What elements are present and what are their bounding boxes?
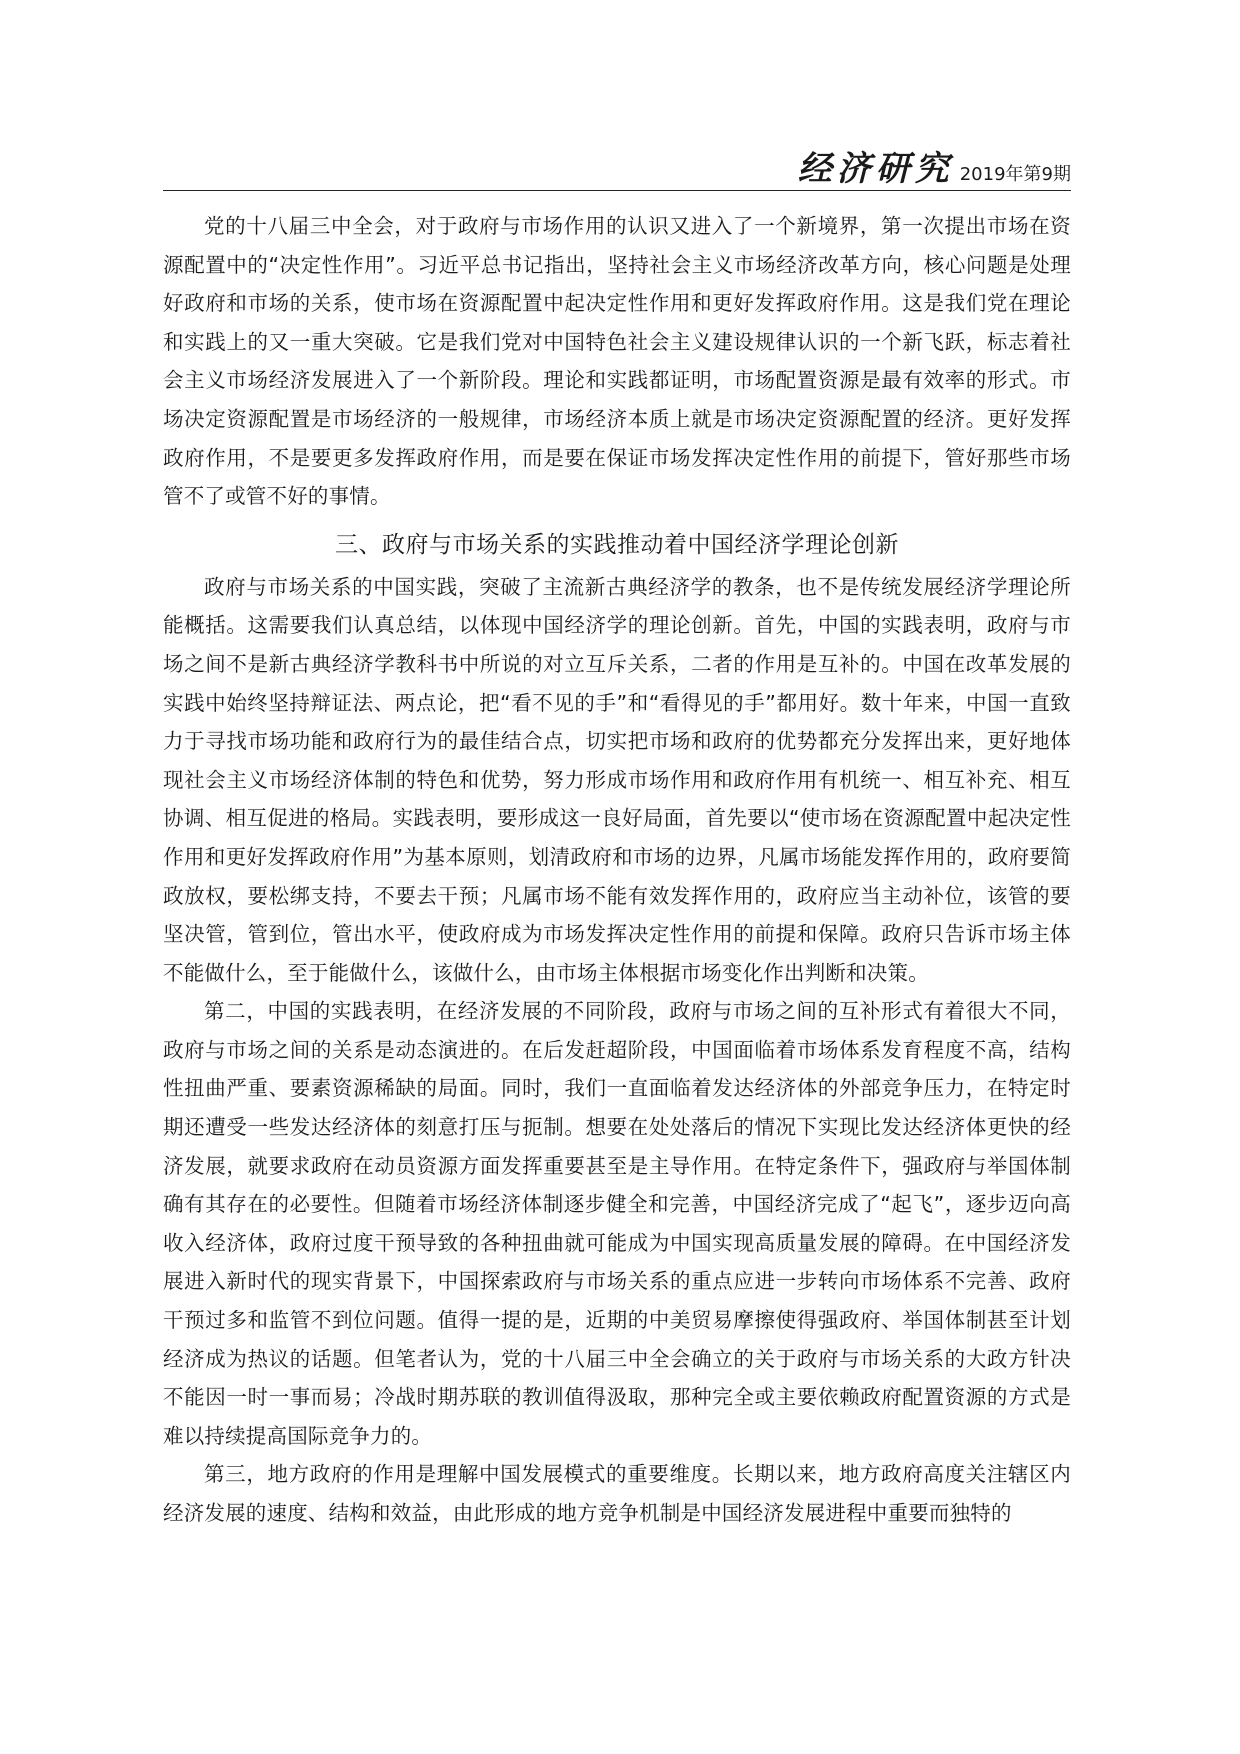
article-body — [163, 207, 1071, 1533]
body-paragraph-2: 政府与市场关系的中国实践，突破了主流新古典经济学的教条，也不是传统发展经济学理论所能概括。这需要我们认真总结，以体现中国经济学的理论创新。首先，中国的实践表明，政府与市场之间不是新古典经济学教科书中所说的对立互斥关系，二者的作用是互补的。中国在改革发展的实践中始终坚持辩证法、两点论，把“看不见的手”和“看得见的手”都用好。数十年来，中国一直致力于寻找市场功能和政府行为的最佳结合点，切实把市场和政府的优势都充分发挥出来，更好地体现社会主义市场经济体制的特色和优势，努力形成市场作用和政府作用有机统一、相互补充、相互协调、相互促进的格局。实践表明，要形成这一良好局面，首先要以“使市场在资源配置中起决定性作用和更好发挥政府作用”为基本原则，划清政府和市场的边界，凡属市场能发挥作用的，政府要简政放权，要松绑支持，不要去干预；凡属市场不能有效发挥作用的，政府应当主动补位，该管的要坚决管，管到位，管出水平，使政府成为市场发挥决定性作用的前提和保障。政府只告诉市场主体不能做什么，至于能做什么，该做什么，由市场主体根据市场变化作出判断和决策。 — [163, 574, 1071, 985]
section-heading: 三、政府与市场关系的实践推动着中国经济学理论创新 — [335, 531, 899, 558]
issue-label: 2019年第9期 — [959, 164, 1071, 185]
body-paragraph-1: 党的十八届三中全会，对于政府与市场作用的认识又进入了一个新境界，第一次提出市场在资源配置中的“决定性作用”。习近平总书记指出，坚持社会主义市场经济改革方向，核心问题是处理好政府和市场的关系，使市场在资源配置中起决定性作用和更好发挥政府作用。这是我们党在理论和实践上的又一重大突破。它是我们党对中国特色社会主义建设规律认识的一个新飞跃，标志着社会主义市场经济发展进入了一个新阶段。理论和实践都证明，市场配置资源是最有效率的形式。市场决定资源配置是市场经济的一般规律，市场经济本质上就是市场决定资源配置的经济。更好发挥政府作用，不是要更多发挥政府作用，而是要在保证市场发挥决定性作用的前提下，管好那些市场管不了或管不好的事情。 — [163, 214, 1071, 509]
journal-logo: 经济研究 — [797, 149, 954, 189]
page-header — [163, 146, 1071, 191]
body-paragraph-3: 第二，中国的实践表明，在经济发展的不同阶段，政府与市场之间的互补形式有着很大不同，政府与市场之间的关系是动态演进的。在后发赶超阶段，中国面临着市场体系发育程度不高，结构性扭曲严重、要素资源稀缺的局面。同时，我们一直面临着发达经济体的外部竞争压力，在特定时期还遭受一些发达经济体的刻意打压与扼制。想要在处处落后的情况下实现比发达经济体更快的经济发展，就要求政府在动员资源方面发挥重要甚至是主导作用。在特定条件下，强政府与举国体制确有其存在的必要性。但随着市场经济体制逐步健全和完善，中国经济完成了“起飞”，逐步迈向高收入经济体，政府过度干预导致的各种扭曲就可能成为中国实现高质量发展的障碍。在中国经济发展进入新时代的现实背景下，中国探索政府与市场关系的重点应进一步转向市场体系不完善、政府干预过多和监管不到位问题。值得一提的是，近期的中美贸易摩擦使得强政府、举国体制甚至计划经济成为热议的话题。但笔者认为，党的十八届三中全会确立的关于政府与市场关系的大政方针决不能因一时一事而易；冷战时期苏联的教训值得汲取，那种完全或主要依赖政府配置资源的方式是难以持续提高国际竞争力的。 — [163, 999, 1071, 1448]
body-paragraph-4: 第三，地方政府的作用是理解中国发展模式的重要维度。长期以来，地方政府高度关注辖区内经济发展的速度、结构和效益，由此形成的地方竞争机制是中国经济发展进程中重要而独特的 — [163, 1462, 1071, 1525]
